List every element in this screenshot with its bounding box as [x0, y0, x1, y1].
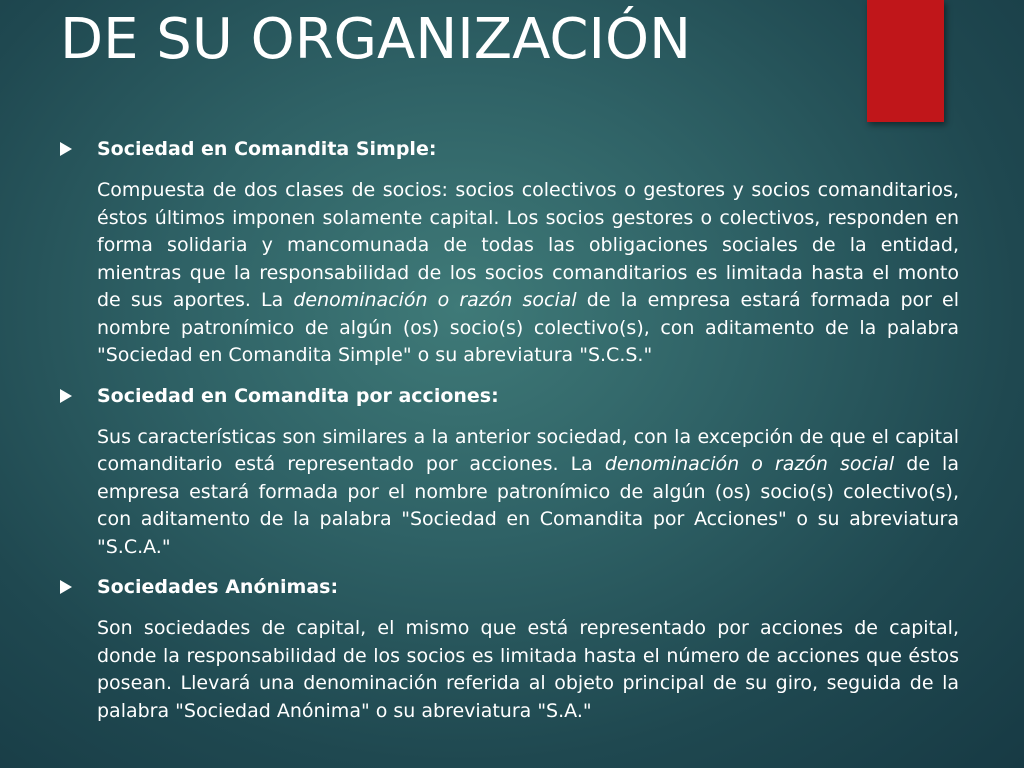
slide-title: DE SU ORGANIZACIÓN [60, 7, 692, 72]
bullet-comandita-simple [60, 134, 960, 164]
paragraph-text: de la empresa estará formada por el nombre patronímico de algún (os) socio(s) colectivo(s), con aditamento de la palabra "Sociedad en Comandita por Acciones" o su abreviatura "S.C.A." [97, 453, 959, 558]
triangle-right-icon [60, 389, 72, 403]
red-accent-bar [867, 0, 944, 122]
heading-comandita-acciones: Sociedad en Comandita por acciones: [97, 384, 499, 407]
paragraph-comandita-simple [97, 177, 959, 370]
paragraph-text: de la empresa estará formada por el nombre patronímico de algún (os) socio(s) colectivo(s), con aditamento de la palabra "Sociedad en Comandita Simple" o su abreviatura "S.C.S." [97, 289, 959, 366]
heading-comandita-simple: Sociedad en Comandita Simple: [97, 138, 437, 160]
triangle-right-icon [60, 580, 72, 594]
heading-sociedades-anonimas: Sociedades Anónimas: [97, 576, 339, 598]
bullet-comandita-acciones [60, 381, 960, 411]
paragraph-text: Sus características son similares a la anterior sociedad, con la excepción de que el capital comanditario está representado por acciones. La [97, 425, 959, 475]
triangle-right-icon [60, 142, 72, 156]
slide-content [60, 134, 960, 725]
paragraph-comandita-acciones [97, 424, 959, 562]
paragraph-sociedades-anonimas: Son sociedades de capital, el mismo que está representado por acciones de capital, donde la responsabilidad de los socios es limitada hasta el número de acciones que éstos posean. Llevará una denominación referida al objeto principal de su giro, seguida de la palabra "Sociedad Anónima" o su abreviatura "S.A." [97, 617, 959, 722]
paragraph-text: Compuesta de dos clases de socios: socios colectivos o gestores y socios comanditarios, éstos últimos imponen solamente capital. Los socios gestores o colectivos, responden en forma solidaria y mancomunada de todas las obligaciones sociales de la entidad, mientras que la responsabilidad de los socios comanditarios es limitada hasta el monto de sus aportes. La [97, 179, 959, 311]
bullet-sociedades-anonimas [60, 572, 960, 602]
paragraph-italic-text: denominación o razón social [604, 453, 895, 475]
paragraph-italic-text: denominación o razón social [293, 289, 577, 311]
